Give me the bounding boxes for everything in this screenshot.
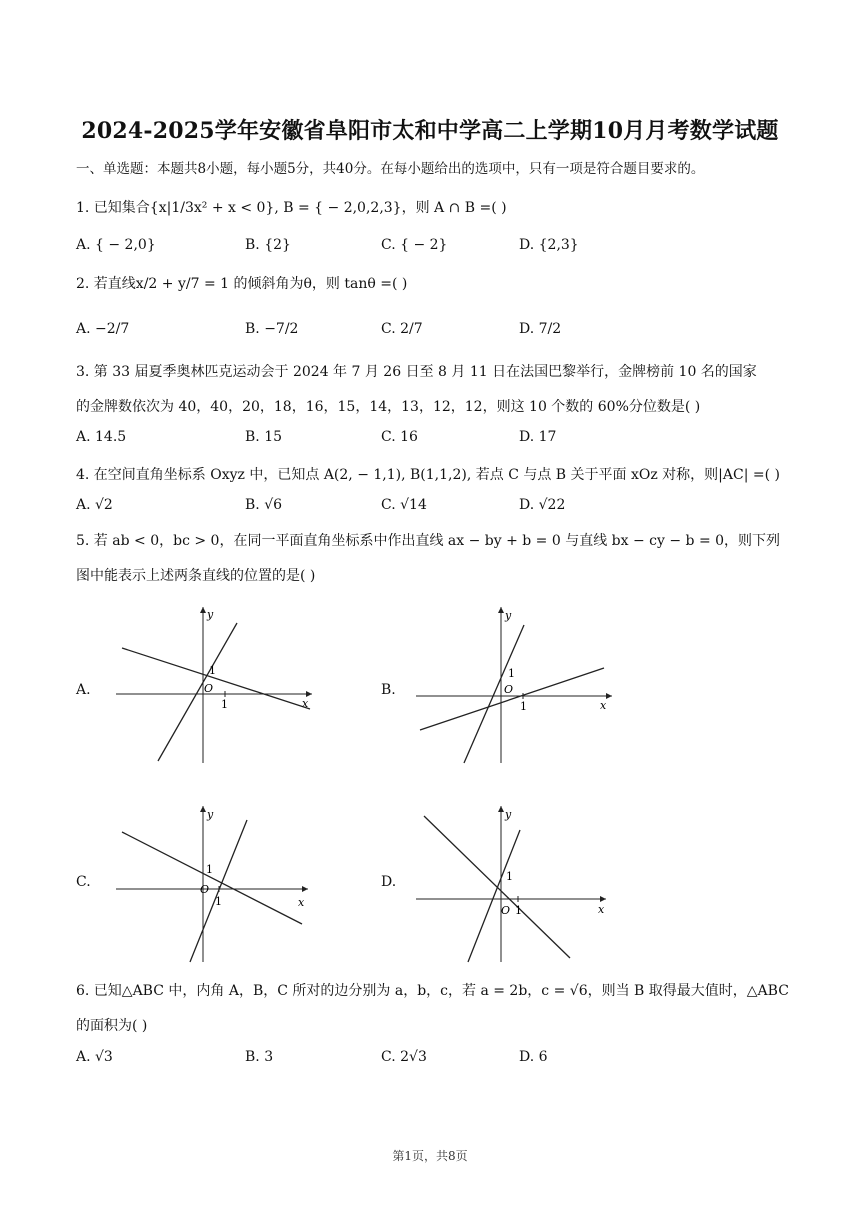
y-label: y	[505, 609, 512, 622]
line-2	[122, 648, 310, 709]
question-5-stem-line2: 图中能表示上述两条直线的位置的是( )	[76, 568, 316, 584]
question-4-stem: 4. 在空间直角坐标系 Oxyz 中，已知点 A(2, − 1,1), B(1,1,2), 若点 C 与点 B 关于平面 xOz 对称，则|AC| =( )	[76, 467, 780, 483]
q1-option-b: B. {2}	[245, 237, 291, 253]
q5-option-a-label: A.	[76, 682, 91, 698]
x-label: x	[298, 896, 305, 909]
x-one-label: 1	[221, 698, 228, 711]
y-label: y	[207, 608, 214, 621]
y-one-label: 1	[506, 870, 513, 883]
q1-option-a: A. { − 2,0}	[76, 237, 156, 253]
origin-label: O	[200, 883, 210, 896]
x-axis-arrow-icon	[606, 693, 612, 699]
q4-option-b: B. √6	[245, 497, 283, 513]
y-axis-arrow-icon	[200, 806, 206, 812]
x-one-label: 1	[515, 904, 522, 917]
q6-option-c: C. 2√3	[381, 1049, 427, 1065]
q3-option-a: A. 14.5	[76, 429, 127, 445]
q5-option-d-label: D.	[381, 874, 397, 890]
x-one-label: 1	[215, 895, 222, 908]
y-label: y	[505, 808, 512, 821]
q5-graph-a	[112, 603, 322, 768]
q5-graph-d	[412, 802, 622, 967]
y-axis-arrow-icon	[498, 607, 504, 613]
origin-label: O	[501, 904, 511, 917]
q6-option-b: B. 3	[245, 1049, 274, 1065]
q1-option-d: D. {2,3}	[519, 237, 579, 253]
line-1	[468, 830, 520, 962]
x-label: x	[600, 699, 607, 712]
q5-graph-c	[112, 802, 322, 967]
x-axis-arrow-icon	[600, 896, 606, 902]
q2-option-a: A. −2/7	[76, 321, 130, 337]
line-1	[464, 625, 524, 763]
q4-option-d: D. √22	[519, 497, 566, 513]
q5-option-b-label: B.	[381, 682, 396, 698]
x-label: x	[302, 697, 309, 710]
x-one-label: 1	[520, 700, 527, 713]
page-footer: 第1页，共8页	[392, 1149, 468, 1163]
y-label: y	[207, 808, 214, 821]
q2-option-d: D. 7/2	[519, 321, 562, 337]
q1-option-c: C. { − 2}	[381, 237, 448, 253]
x-label: x	[598, 903, 605, 916]
question-3-stem-line1: 3. 第 33 届夏季奥林匹克运动会于 2024 年 7 月 26 日至 8 月 11 日在法国巴黎举行，金牌榜前 10 名的国家	[76, 364, 757, 380]
question-3-stem-line2: 的金牌数依次为 40，40，20，18，16，15，14，13，12，12，则这 10 个数的 60%分位数是( )	[76, 399, 701, 415]
q6-option-a: A. √3	[76, 1049, 113, 1065]
question-5-stem-line1: 5. 若 ab < 0，bc > 0，在同一平面直角坐标系中作出直线 ax − by + b = 0 与直线 bx − cy − b = 0，则下列	[76, 533, 781, 549]
question-6-stem-line1: 6. 已知△ABC 中，内角 A，B，C 所对的边分别为 a，b，c，若 a = 2b，c = √6，则当 B 取得最大值时，△ABC	[76, 983, 789, 999]
question-6-stem-line2: 的面积为( )	[76, 1018, 148, 1034]
section-heading: 一、单选题：本题共8小题，每小题5分，共40分。在每小题给出的选项中，只有一项是符合题目要求的。	[76, 161, 705, 177]
question-1-stem: 1. 已知集合{x|1/3x² + x < 0}, B = { − 2,0,2,3}，则 A ∩ B =( )	[76, 200, 507, 216]
x-axis-arrow-icon	[302, 886, 308, 892]
line-2	[122, 832, 302, 924]
q3-option-d: D. 17	[519, 429, 557, 445]
q2-option-c: C. 2/7	[381, 321, 423, 337]
question-2-stem: 2. 若直线x/2 + y/7 = 1 的倾斜角为θ，则 tanθ =( )	[76, 276, 408, 292]
y-axis-arrow-icon	[498, 806, 504, 812]
q4-option-c: C. √14	[381, 497, 427, 513]
q3-option-b: B. 15	[245, 429, 283, 445]
origin-label: O	[204, 682, 214, 695]
q6-option-d: D. 6	[519, 1049, 548, 1065]
q5-graph-b	[412, 603, 622, 768]
q3-option-c: C. 16	[381, 429, 418, 445]
y-one-label: 1	[209, 664, 216, 677]
y-one-label: 1	[206, 863, 213, 876]
y-axis-arrow-icon	[200, 607, 206, 613]
page-title: 2024-2025学年安徽省阜阳市太和中学高二上学期10月月考数学试题	[81, 118, 779, 144]
y-one-label: 1	[508, 667, 515, 680]
origin-label: O	[504, 683, 514, 696]
q2-option-b: B. −7/2	[245, 321, 299, 337]
line-2	[424, 816, 570, 958]
q4-option-a: A. √2	[76, 497, 113, 513]
q5-option-c-label: C.	[76, 874, 91, 890]
